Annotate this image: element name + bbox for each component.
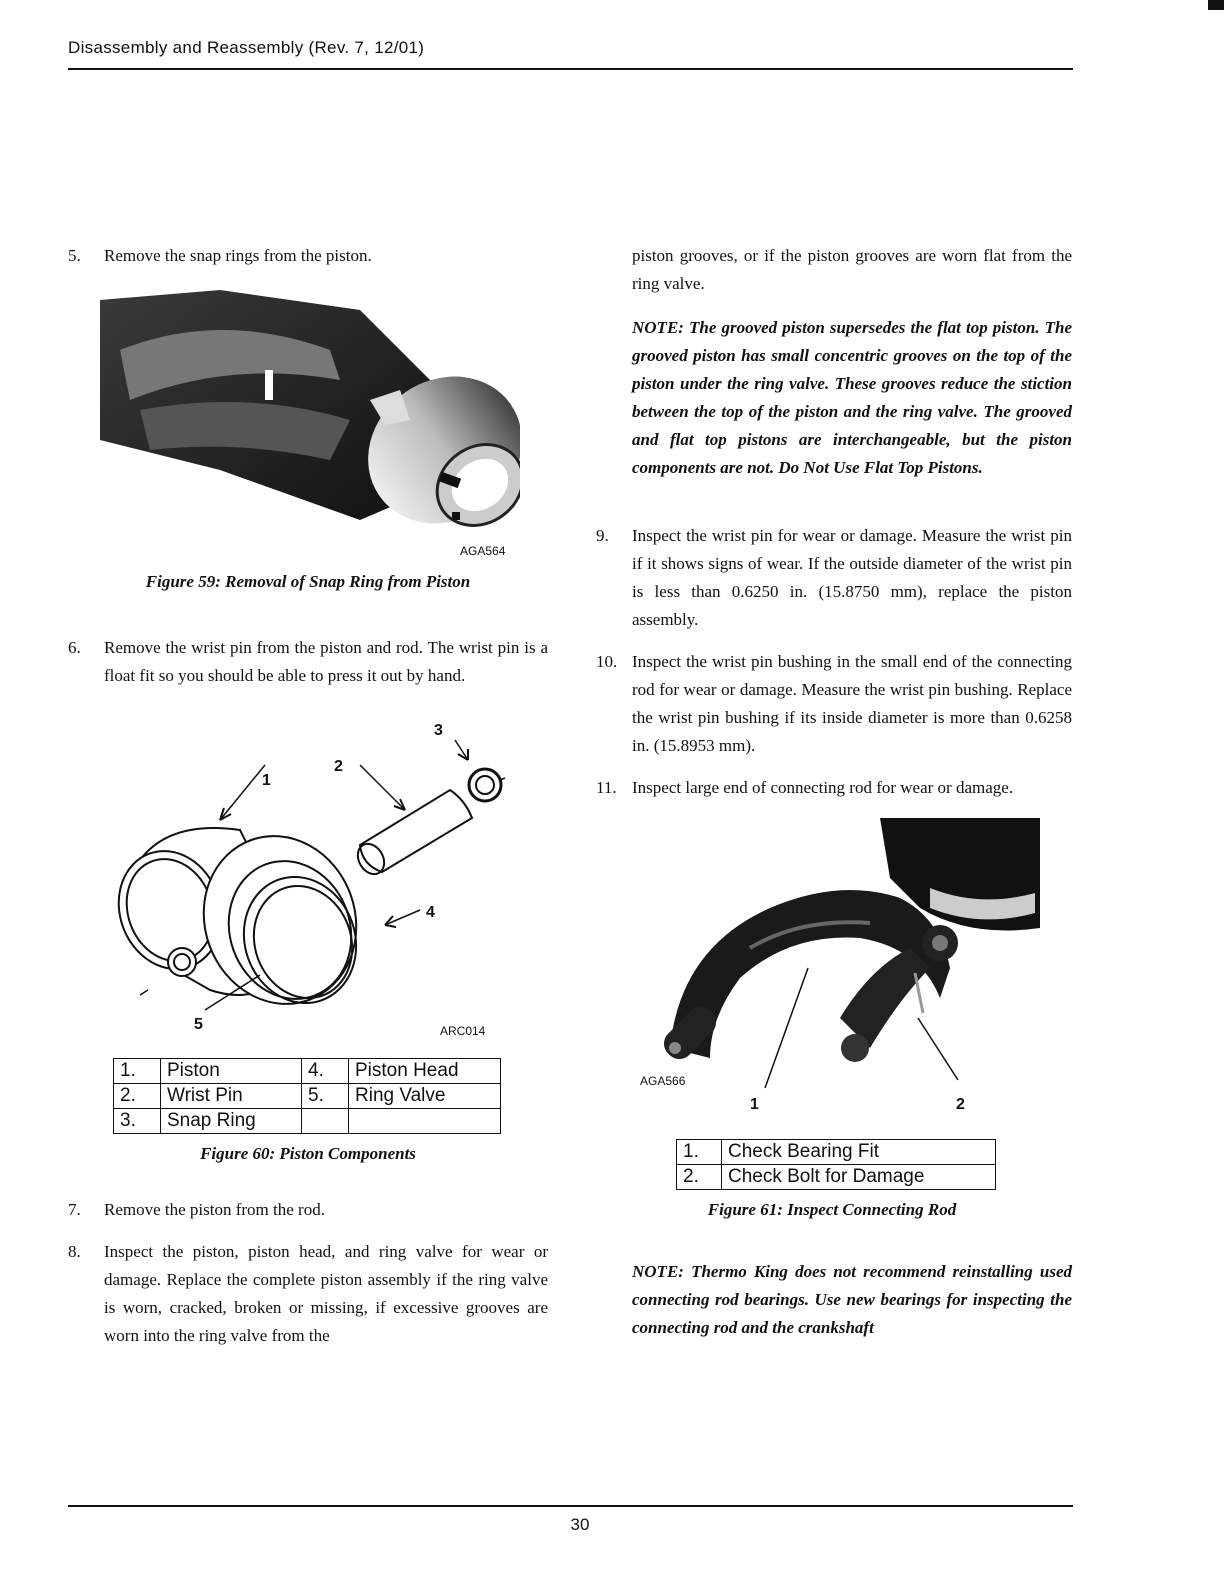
legend-label: Check Bearing Fit	[722, 1140, 996, 1165]
legend-row	[677, 1165, 996, 1190]
figure-60-legend	[113, 1058, 501, 1134]
figure-59-caption: Figure 59: Removal of Snap Ring from Piston	[145, 572, 471, 591]
legend-row	[114, 1084, 501, 1109]
legend-label: Snap Ring	[161, 1109, 302, 1134]
legend-row	[677, 1140, 996, 1165]
figure-61-photo	[640, 818, 1040, 1118]
step-9	[596, 522, 1072, 634]
step-text: Inspect the wrist pin for wear or damage. Measure the wrist pin if it shows signs of wear. If the outside diameter of the wrist pin is less than 0.6250 in. (15.8750 mm), replace the piston assembly.	[632, 526, 1072, 629]
legend-number: 4.	[302, 1059, 349, 1084]
step-text: Remove the piston from the rod.	[104, 1200, 325, 1219]
legend-label: Check Bolt for Damage	[722, 1165, 996, 1190]
step-text: Remove the wrist pin from the piston and rod. The wrist pin is a float fit so you should be able to press it out by hand.	[104, 638, 548, 685]
piston-components-drawing	[100, 720, 520, 1040]
callout-4: 4	[426, 904, 435, 921]
figure-61-id: AGA566	[640, 1074, 686, 1088]
header-rule	[68, 68, 1073, 70]
legend-label: Wrist Pin	[161, 1084, 302, 1109]
figure-61-caption: Figure 61: Inspect Connecting Rod	[707, 1200, 957, 1219]
step-text: Inspect the piston, piston head, and ring valve for wear or damage. Replace the complete piston assembly if the ring valve is worn, cracked, broken or missing, if excessive grooves are worn into the ring valve from the	[104, 1242, 548, 1345]
step-number: 6.	[68, 638, 81, 657]
legend-label	[349, 1109, 501, 1134]
step-5	[68, 242, 548, 270]
callout-3: 3	[434, 722, 443, 739]
figure-59-photo	[100, 290, 520, 530]
step-text: Remove the snap rings from the piston.	[104, 246, 372, 265]
corner-mark	[1208, 0, 1224, 10]
legend-label: Ring Valve	[349, 1084, 501, 1109]
step-6	[68, 634, 548, 718]
figure-61-legend	[676, 1139, 996, 1190]
callout-5: 5	[194, 1016, 203, 1033]
step-11	[596, 774, 1072, 802]
step-number: 5.	[68, 246, 81, 265]
figure-59-id: AGA564	[460, 544, 506, 558]
step-7	[68, 1196, 548, 1224]
step-text: Inspect the wrist pin bushing in the small end of the connecting rod for wear or damage. Measure the wrist pin bushing. Replace the wrist pin bushing if its inside diameter is more than 0.6258 in. (15.8953 mm).	[632, 652, 1072, 755]
note-connecting-rod-bearings: NOTE: Thermo King does not recommend reinstalling used connecting rod bearings. Use new bearings for inspecting the connecting rod and the crankshaft	[632, 1262, 1072, 1337]
page-header: Disassembly and Reassembly (Rev. 7, 12/01)	[68, 38, 425, 57]
figure-60-id: ARC014	[440, 1024, 486, 1038]
legend-label: Piston Head	[349, 1059, 501, 1084]
legend-row	[114, 1109, 501, 1134]
snap-ring-removal-photo	[100, 290, 520, 530]
callout-2: 2	[956, 1096, 965, 1113]
legend-number: 2.	[677, 1165, 722, 1190]
figure-60-diagram	[100, 720, 520, 1040]
step-text: Inspect large end of connecting rod for wear or damage.	[632, 778, 1014, 797]
page-number: 30	[570, 1515, 590, 1534]
step-8-continued: piston grooves, or if the piston grooves are worn flat from the ring valve.	[632, 246, 1072, 293]
figure-60-caption: Figure 60: Piston Components	[200, 1144, 416, 1163]
legend-number: 5.	[302, 1084, 349, 1109]
step-number: 11.	[596, 778, 617, 797]
connecting-rod-photo	[640, 818, 1040, 1118]
callout-1: 1	[750, 1096, 759, 1113]
legend-number: 3.	[114, 1109, 161, 1134]
step-8	[68, 1238, 548, 1350]
step-number: 7.	[68, 1200, 81, 1219]
legend-row	[114, 1059, 501, 1084]
legend-number: 1.	[677, 1140, 722, 1165]
note-grooved-piston: NOTE: The grooved piston supersedes the flat top piston. The grooved piston has small concentric grooves on the top of the piston under the ring valve. These grooves reduce the stiction between the top of the piston and the ring valve. The grooved and flat top pistons are interchangeable, but the piston components are not. Do Not Use Flat Top Pistons.	[632, 318, 1072, 477]
callout-2: 2	[334, 758, 343, 775]
footer-rule	[68, 1505, 1073, 1507]
legend-number	[302, 1109, 349, 1134]
step-10	[596, 648, 1072, 760]
legend-number: 1.	[114, 1059, 161, 1084]
legend-number: 2.	[114, 1084, 161, 1109]
step-number: 8.	[68, 1242, 81, 1261]
callout-1: 1	[262, 772, 271, 789]
step-number: 9.	[596, 526, 609, 545]
legend-label: Piston	[161, 1059, 302, 1084]
step-number: 10.	[596, 652, 618, 671]
